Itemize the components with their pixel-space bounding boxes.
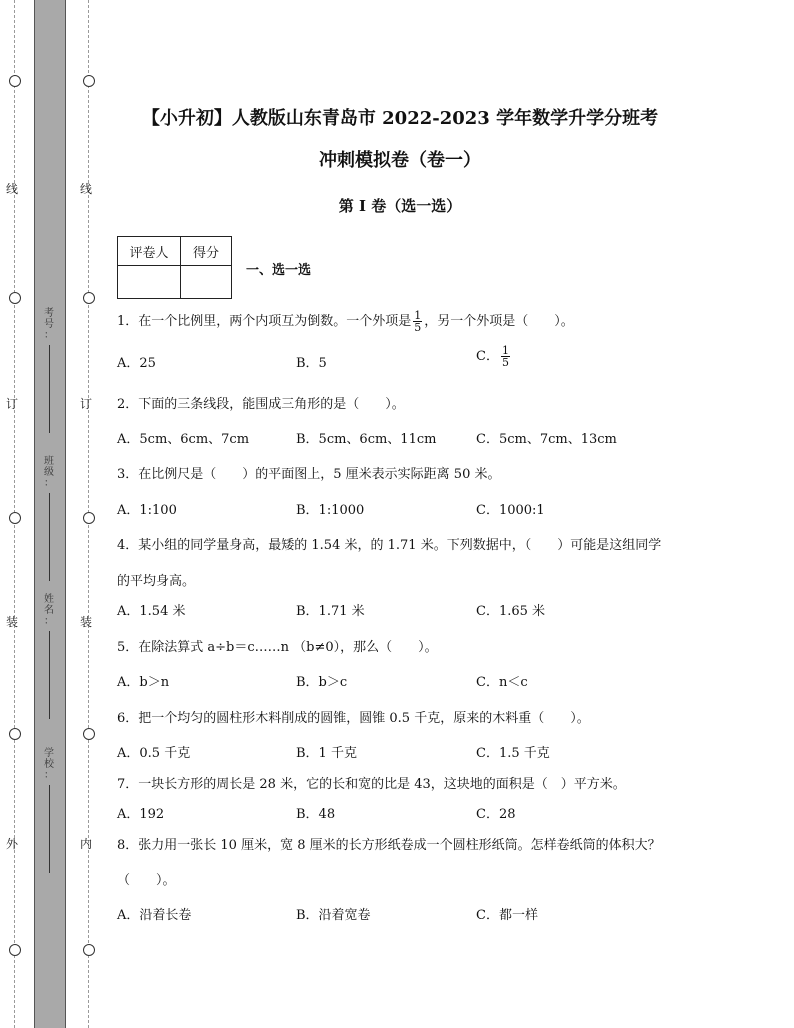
option-b[interactable]: B．5	[296, 356, 327, 371]
punch-hole	[83, 75, 95, 87]
question-stem: ，另一个外项是（ ）。	[424, 314, 574, 329]
option-b[interactable]: B．沿着宽卷	[296, 908, 371, 923]
option-a[interactable]: A．1.54 米	[117, 604, 186, 619]
option-c[interactable]: C．1.65 米	[476, 604, 546, 619]
question-2: 2．下面的三条线段，能围成三角形的是（ ）。	[117, 397, 405, 412]
option-c[interactable]: C．28	[476, 807, 516, 822]
option-a[interactable]: A．192	[117, 807, 165, 822]
fill-line	[49, 631, 50, 719]
fill-line	[49, 493, 50, 581]
fraction-numerator: 1	[414, 309, 422, 322]
question-8-line2: （ ）。	[117, 873, 176, 888]
exam-number-field[interactable]	[42, 308, 56, 433]
score-cell[interactable]	[181, 266, 232, 299]
margin-char-xian: 线	[80, 182, 93, 196]
question-7: 7．一块长方形的周长是 28 米，它的长和宽的比是 43，这块地的面积是（ ）平方米。	[117, 777, 626, 792]
fraction-denominator: 5	[501, 356, 509, 369]
exam-number-label: 考 号 ：	[44, 308, 54, 341]
part-label: 一、选一选	[246, 263, 312, 278]
fill-line	[49, 785, 50, 873]
class-field[interactable]	[42, 456, 56, 581]
question-5: 5．在除法算式 a÷b＝c……n （b≠0），那么（ ）。	[117, 640, 438, 655]
class-label: 班 级 ：	[44, 456, 54, 489]
name-field[interactable]	[42, 594, 56, 719]
grader-header: 评卷人	[118, 237, 181, 266]
grader-cell[interactable]	[118, 266, 181, 299]
option-b[interactable]: B．5cm、6cm、11cm	[296, 432, 437, 447]
option-a[interactable]: A．25	[117, 356, 156, 371]
option-b[interactable]: B．b＞c	[296, 675, 348, 690]
section-title: 第 I 卷（选一选）	[338, 197, 462, 215]
punch-hole	[83, 728, 95, 740]
exam-title-line1: 【小升初】人教版山东青岛市 2022-2023 学年数学升学分班考	[141, 108, 659, 129]
question-stem: 1．在一个比例里，两个内项互为倒数。一个外项是	[117, 314, 412, 329]
option-a[interactable]: A．1:100	[117, 503, 177, 518]
margin-char-zhuang: 装	[80, 615, 93, 629]
option-a[interactable]: A．0.5 千克	[117, 746, 191, 761]
school-label: 学 校 ：	[44, 748, 54, 781]
option-a[interactable]: A．沿着长卷	[117, 908, 192, 923]
option-c[interactable]: C．1000:1	[476, 503, 545, 518]
school-field[interactable]	[42, 748, 56, 873]
option-b[interactable]: B．1:1000	[296, 503, 365, 518]
option-c[interactable]: C．都一样	[476, 908, 538, 923]
question-4-line2: 的平均身高。	[117, 574, 196, 589]
punch-hole	[9, 728, 21, 740]
question-3: 3．在比例尺是（ ）的平面图上，5 厘米表示实际距离 50 米。	[117, 467, 501, 482]
fraction-numerator: 1	[501, 344, 509, 357]
punch-hole	[9, 292, 21, 304]
option-b[interactable]: B．1 千克	[296, 746, 357, 761]
margin-char-xian: 线	[6, 182, 19, 196]
question-4: 4．某小组的同学量身高，最矮的 1.54 米，的 1.71 米。下列数据中，（ ）可能是这组同学	[117, 538, 662, 553]
option-c[interactable]: C．n＜c	[476, 675, 528, 690]
question-1	[117, 310, 574, 333]
option-c-label: C．	[476, 349, 499, 364]
fraction	[501, 345, 510, 368]
score-box	[117, 236, 232, 299]
option-c[interactable]: C．1.5 千克	[476, 746, 550, 761]
punch-hole	[9, 512, 21, 524]
option-c[interactable]	[476, 345, 512, 368]
punch-hole	[9, 75, 21, 87]
punch-hole	[83, 292, 95, 304]
fill-line	[49, 345, 50, 433]
option-c[interactable]: C．5cm、7cm、13cm	[476, 432, 617, 447]
option-a[interactable]: A．b＞n	[117, 675, 170, 690]
margin-char-zhuang: 装	[6, 615, 19, 629]
punch-hole	[83, 512, 95, 524]
option-a[interactable]: A．5cm、6cm、7cm	[117, 432, 250, 447]
punch-hole	[9, 944, 21, 956]
margin-char-ding: 订	[80, 397, 93, 411]
exam-title-line2: 冲刺模拟卷（卷一）	[319, 150, 481, 171]
name-label: 姓 名 ：	[44, 594, 54, 627]
margin-char-nei: 内	[80, 837, 93, 851]
option-b[interactable]: B．48	[296, 807, 336, 822]
option-b[interactable]: B．1.71 米	[296, 604, 365, 619]
margin-char-ding: 订	[6, 397, 19, 411]
question-6: 6．把一个均匀的圆柱形木料削成的圆锥，圆锥 0.5 千克，原来的木料重（ ）。	[117, 711, 590, 726]
fraction	[413, 310, 422, 333]
punch-hole	[83, 944, 95, 956]
question-8: 8．张力用一张长 10 厘米，宽 8 厘米的长方形纸卷成一个圆柱形纸筒。怎样卷纸筒的体积大？	[117, 838, 661, 853]
margin-char-wai: 外	[6, 837, 19, 851]
score-header: 得分	[181, 237, 232, 266]
fraction-denominator: 5	[414, 321, 422, 334]
